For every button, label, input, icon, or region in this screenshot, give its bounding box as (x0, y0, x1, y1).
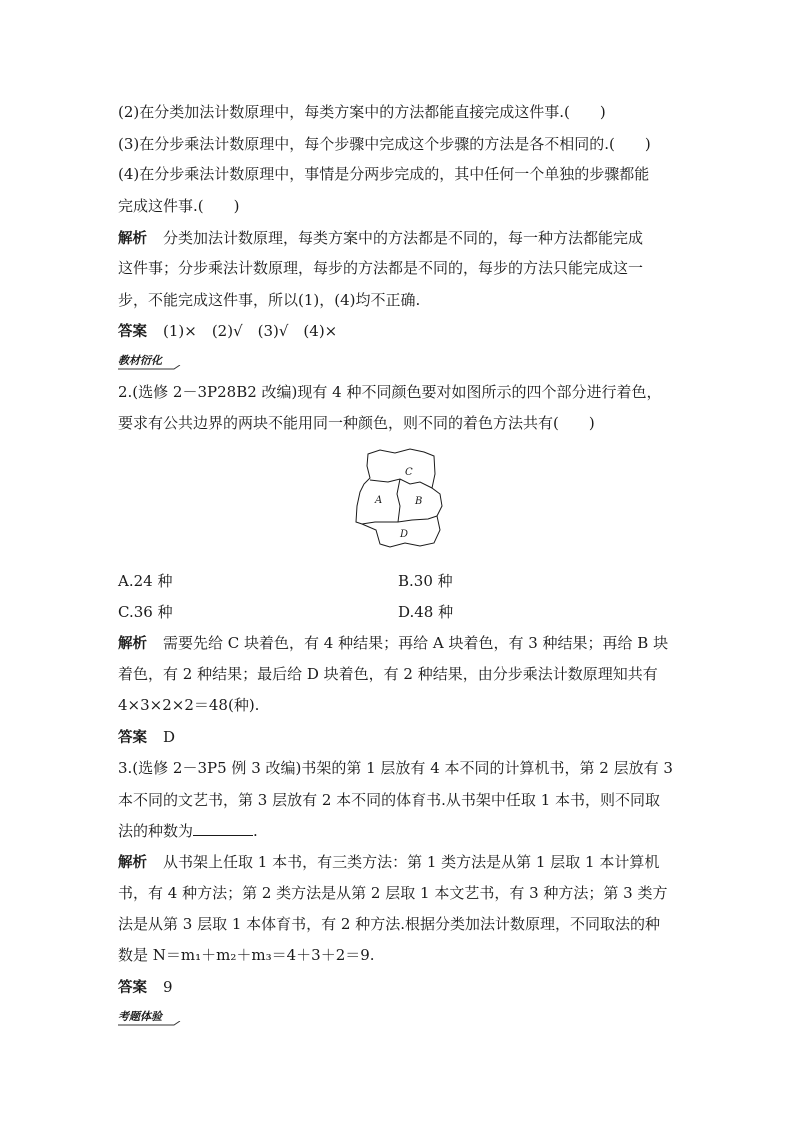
analysis-label: 解析 (118, 855, 147, 871)
q2-analysis-line3: 4×3×2×2＝48(种). (118, 696, 260, 714)
judge-item-4-line1: (4)在分步乘法计数原理中，事情是分两步完成的，其中任何一个单独的步骤都能 (118, 165, 650, 183)
analysis-text: 分类加法计数原理，每类方案中的方法都是不同的，每一种方法都能完成 (163, 229, 644, 247)
q2-analysis-line1 (118, 633, 668, 654)
analysis-label: 解析 (118, 636, 147, 652)
q2-line1: 2.(选修 2－3P28B2 改编)现有 4 种不同颜色要对如图所示的四个部分进行着色， (118, 383, 662, 401)
figure-label-d: D (400, 529, 409, 540)
analysis-text: 从书架上任取 1 本书，有三类方法：第 1 类方法是从第 1 层取 1 本计算机 (163, 853, 660, 871)
figure-label-b: B (415, 496, 423, 507)
q3-analysis-line4: 数是 N＝m₁＋m₂＋m₃＝4＋3＋2＝9. (118, 946, 375, 964)
q2-option-a: A.24 种 (118, 572, 173, 590)
figure-divider-ab (397, 479, 400, 522)
judge-item-4-line2: 完成这件事.( ) (118, 197, 240, 215)
judge-analysis-line2: 这件事；分步乘法计数原理，每步的方法都是不同的，每步的方法只能完成这一 (118, 259, 644, 277)
judge-item-2: (2)在分类加法计数原理中，每类方案中的方法都能直接完成这件事.( ) (118, 103, 606, 121)
judge-analysis-line1 (118, 228, 643, 249)
q3-analysis-line2: 书，有 4 种方法；第 2 类方法是从第 2 层取 1 本文艺书，有 3 种方法；第 3 类方 (118, 884, 668, 902)
figure-divider-d (362, 516, 437, 524)
answer-label: 答案 (118, 730, 147, 746)
analysis-text: 需要先给 C 块着色，有 4 种结果；再给 A 块着色，有 3 种结果；再给 B 块 (163, 634, 669, 652)
answer-label: 答案 (118, 324, 147, 340)
figure-label-a: A (375, 495, 383, 506)
q2-option-b: B.30 种 (398, 572, 453, 590)
q3-analysis-line3: 法是从第 3 层取 1 本体育书，有 2 种方法.根据分类加法计数原理，不同取法的种 (118, 915, 661, 933)
answer-label: 答案 (118, 980, 147, 996)
answer-text: D (163, 728, 176, 746)
q3-line3 (118, 820, 258, 841)
q3-line3-text: 法的种数为 (118, 822, 194, 840)
judge-analysis-line3: 步，不能完成这件事，所以(1)，(4)均不正确. (118, 291, 421, 309)
q2-answer (118, 727, 175, 748)
section-title-exam (118, 1008, 162, 1024)
q3-analysis-line1 (118, 852, 659, 873)
section-title-textbook (118, 352, 162, 368)
section-title-text: 教材衍化 (118, 354, 162, 367)
figure-divider-c (370, 479, 432, 488)
answer-text: (1)× (2)√ (3)√ (4)× (163, 322, 338, 340)
section-title-text: 考题体验 (118, 1010, 162, 1023)
analysis-label: 解析 (118, 231, 147, 247)
judge-answer (118, 321, 337, 342)
figure-outer-boundary (356, 449, 442, 547)
q2-option-d: D.48 种 (398, 603, 454, 621)
figure-label-c: C (405, 467, 413, 478)
q2-line2: 要求有公共边界的两块不能用同一种颜色，则不同的着色方法共有( ) (118, 414, 595, 432)
section-underline-decoration (118, 365, 182, 371)
q3-line3-end: . (253, 822, 258, 840)
q2-option-c: C.36 种 (118, 603, 173, 621)
answer-blank[interactable] (193, 820, 253, 836)
q3-line2: 本不同的文艺书，第 3 层放有 2 本不同的体育书.从书架中任取 1 本书，则不同取 (118, 791, 661, 809)
section-underline-decoration (118, 1021, 182, 1027)
coloring-region-figure (350, 446, 450, 552)
answer-text: 9 (163, 978, 173, 996)
q3-answer (118, 977, 173, 998)
q3-line1: 3.(选修 2－3P5 例 3 改编)书架的第 1 层放有 4 本不同的计算机书，第 2 层放有 3 (118, 759, 673, 777)
judge-item-3: (3)在分步乘法计数原理中，每个步骤中完成这个步骤的方法是各不相同的.( ) (118, 135, 651, 153)
q2-analysis-line2: 着色，有 2 种结果；最后给 D 块着色，有 2 种结果，由分步乘法计数原理知共有 (118, 665, 658, 683)
